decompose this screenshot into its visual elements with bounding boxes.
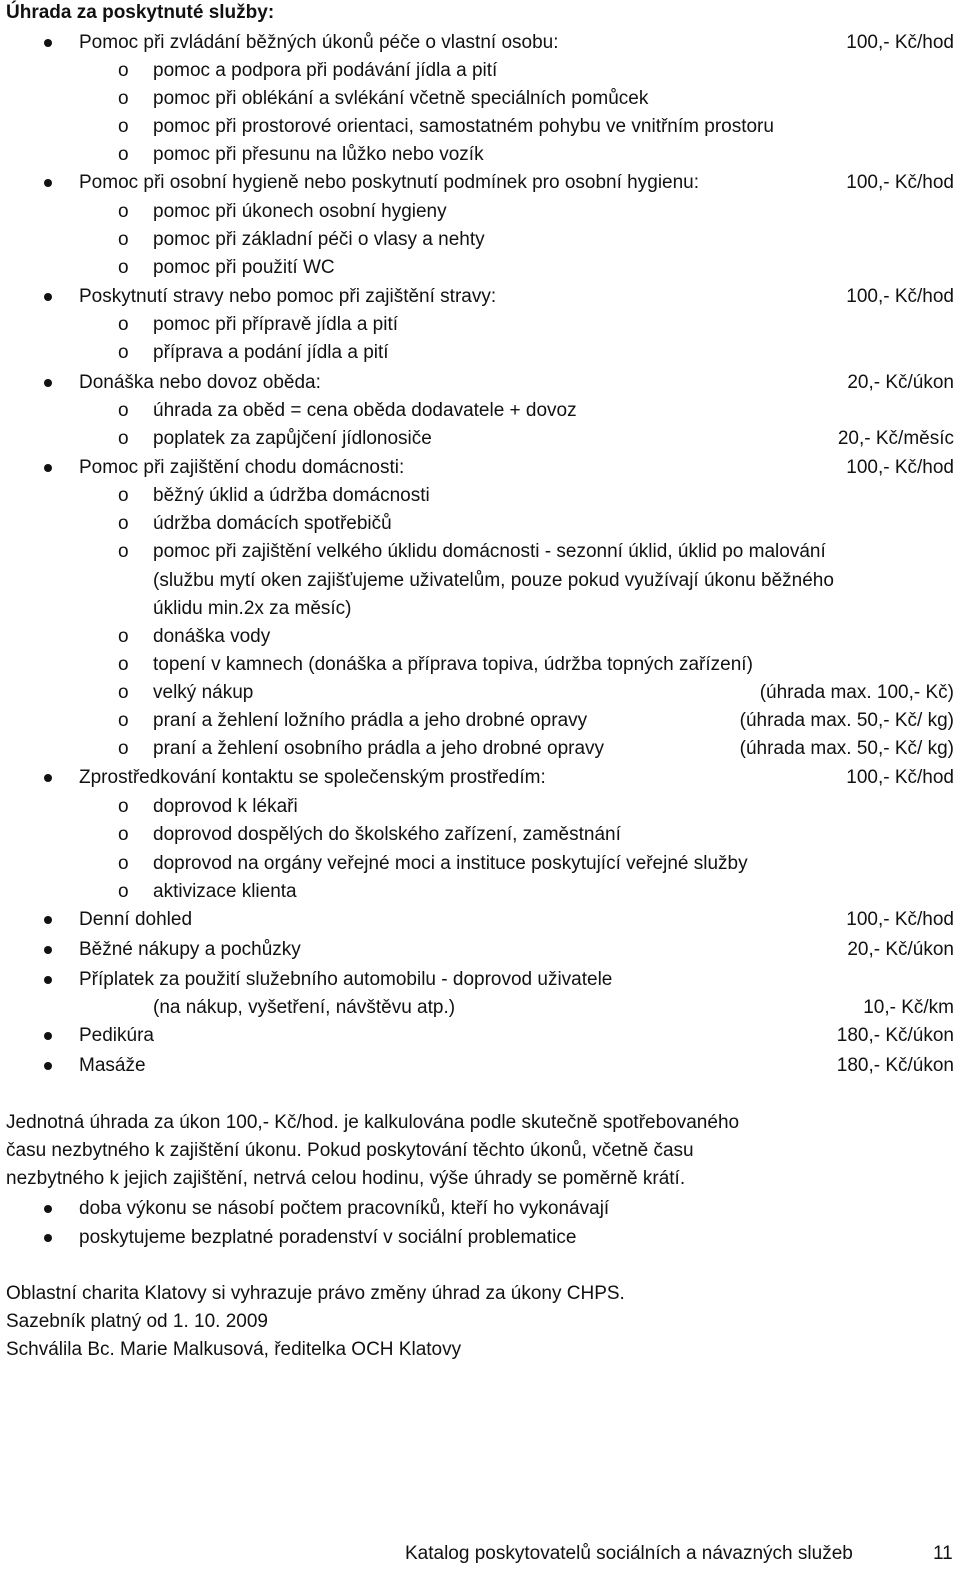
fee-row-label: (na nákup, vyšetření, návštěvu atp.): [153, 997, 456, 1018]
fee-row-label: topení v kamnech (donáška a příprava topiva, údržba topných zařízení): [153, 654, 753, 675]
fee-row: [0, 198, 960, 226]
fee-row: [0, 906, 960, 934]
fee-row: [0, 850, 960, 878]
note-bullet-text: poskytujeme bezplatné poradenství v sociální problematice: [79, 1227, 577, 1248]
note-line: Jednotná úhrada za úkon 100,- Kč/hod. je kalkulována podle skutečně spotřebovaného: [6, 1112, 740, 1133]
fee-row-label: běžný úklid a údržba domácnosti: [153, 485, 430, 506]
fee-row-price: 100,- Kč/hod: [846, 767, 954, 788]
fee-row-price: (úhrada max. 50,- Kč/ kg): [739, 710, 954, 731]
fee-row: [0, 994, 960, 1022]
fee-row-label: (službu mytí oken zajišťujeme uživatelům, pouze pokud využívají úkonu běžného: [153, 570, 834, 591]
fee-row-label: pomoc při základní péči o vlasy a nehty: [153, 229, 485, 250]
bullet-icon: [44, 464, 52, 472]
note-bullet: [0, 1195, 960, 1223]
fee-row-price: 180,- Kč/úkon: [836, 1025, 954, 1046]
fee-row: [0, 679, 960, 707]
fee-row-price: 100,- Kč/hod: [846, 32, 954, 53]
bullet-icon: [44, 1234, 52, 1242]
footer-catalog-title: Katalog poskytovatelů sociálních a návazných služeb: [405, 1543, 853, 1564]
bullet-icon: [44, 946, 52, 954]
sub-bullet-icon: o: [118, 796, 129, 817]
fee-row: [0, 821, 960, 849]
bullet-icon: [44, 39, 52, 47]
fee-row-label: Donáška nebo dovoz oběda:: [79, 372, 321, 393]
fee-row-price: 20,- Kč/úkon: [847, 939, 954, 960]
fee-row-label: Pomoc při zvládání běžných úkonů péče o vlastní osobu:: [79, 32, 559, 53]
sub-bullet-icon: o: [118, 428, 129, 449]
fee-row-price: 20,- Kč/úkon: [847, 372, 954, 393]
fee-row-label: Příplatek za použití služebního automobilu - doprovod uživatele: [79, 969, 613, 990]
sub-bullet-icon: o: [118, 626, 129, 647]
fee-row: [0, 283, 960, 311]
fee-row: [0, 623, 960, 651]
sub-bullet-icon: o: [118, 541, 129, 562]
fee-row-label: doprovod k lékaři: [153, 796, 298, 817]
sub-bullet-icon: o: [118, 485, 129, 506]
fee-row: [0, 595, 960, 623]
fee-row-label: úhrada za oběd = cena oběda dodavatele + dovoz: [153, 400, 577, 421]
note-bullet: [0, 1224, 960, 1252]
fee-row-label: Pomoc při osobní hygieně nebo poskytnutí podmínek pro osobní hygienu:: [79, 172, 700, 193]
page-footer: [405, 1540, 953, 1568]
sub-bullet-icon: o: [118, 513, 129, 534]
fee-row: [0, 1052, 960, 1080]
fee-row-label: údržba domácích spotřebičů: [153, 513, 392, 534]
fee-row: [0, 141, 960, 169]
fee-row-label: pomoc při prostorové orientaci, samostatném pohybu ve vnitřním prostoru: [153, 116, 774, 137]
sub-bullet-icon: o: [118, 229, 129, 250]
sub-bullet-icon: o: [118, 738, 129, 759]
fee-row-label: pomoc při zajištění velkého úklidu domácnosti - sezonní úklid, úklid po malování: [153, 541, 826, 562]
sub-bullet-icon: o: [118, 710, 129, 731]
fee-row: [0, 113, 960, 141]
sub-bullet-icon: o: [118, 257, 129, 278]
bullet-icon: [44, 976, 52, 984]
fee-row-label: donáška vody: [153, 626, 271, 647]
fee-row: [0, 311, 960, 339]
fee-row-label: praní a žehlení osobního prádla a jeho drobné opravy: [153, 738, 605, 759]
fee-row-label: Denní dohled: [79, 909, 193, 930]
fee-row: [0, 510, 960, 538]
fee-row: [0, 538, 960, 566]
fee-row-price: (úhrada max. 50,- Kč/ kg): [739, 738, 954, 759]
bullet-icon: [44, 1062, 52, 1070]
fee-row-label: Zprostředkování kontaktu se společenským prostředím:: [79, 767, 546, 788]
bullet-icon: [44, 293, 52, 301]
fee-row-label: Pomoc při zajištění chodu domácnosti:: [79, 457, 405, 478]
closing-line: Oblastní charita Klatovy si vyhrazuje právo změny úhrad za úkony CHPS.: [6, 1283, 625, 1304]
fee-row-label: Běžné nákupy a pochůzky: [79, 939, 301, 960]
fee-row-label: velký nákup: [153, 682, 254, 703]
sub-bullet-icon: o: [118, 60, 129, 81]
fee-row: [0, 936, 960, 964]
fee-row-price: 100,- Kč/hod: [846, 457, 954, 478]
fee-row-label: doprovod na orgány veřejné moci a instituce poskytující veřejné služby: [153, 853, 748, 874]
fee-row-label: praní a žehlení ložního prádla a jeho drobné opravy: [153, 710, 588, 731]
fee-row-price: 100,- Kč/hod: [846, 286, 954, 307]
page-title: Úhrada za poskytnuté služby:: [6, 2, 275, 23]
sub-bullet-icon: o: [118, 824, 129, 845]
sub-bullet-icon: o: [118, 88, 129, 109]
note-line: nezbytného k jejich zajištění, netrvá celou hodinu, výše úhrady se poměrně krátí.: [6, 1168, 686, 1189]
bullet-icon: [44, 179, 52, 187]
bullet-icon: [44, 774, 52, 782]
fee-row: [0, 735, 960, 763]
fee-row-label: pomoc při oblékání a svlékání včetně speciálních pomůcek: [153, 88, 649, 109]
bullet-icon: [44, 916, 52, 924]
fee-row: [0, 397, 960, 425]
fee-row: [0, 425, 960, 453]
fee-row: [0, 85, 960, 113]
bullet-icon: [44, 1205, 52, 1213]
sub-bullet-icon: o: [118, 682, 129, 703]
fee-row: [0, 454, 960, 482]
fee-row: [0, 966, 960, 994]
bullet-icon: [44, 1032, 52, 1040]
sub-bullet-icon: o: [118, 881, 129, 902]
fee-row: [0, 707, 960, 735]
fee-row: [0, 1022, 960, 1050]
fee-row: [0, 567, 960, 595]
page-number: 11: [933, 1543, 953, 1564]
fee-row-label: pomoc při přípravě jídla a pití: [153, 314, 399, 335]
fee-row-label: doprovod dospělých do školského zařízení, zaměstnání: [153, 824, 621, 845]
fee-row-label: úklidu min.2x za měsíc): [153, 598, 352, 619]
fee-row-label: poplatek za zapůjčení jídlonosiče: [153, 428, 432, 449]
fee-row-label: Poskytnutí stravy nebo pomoc při zajištění stravy:: [79, 286, 497, 307]
fee-row: [0, 57, 960, 85]
sub-bullet-icon: o: [118, 400, 129, 421]
fee-row: [0, 339, 960, 367]
fee-row: [0, 226, 960, 254]
sub-bullet-icon: o: [118, 342, 129, 363]
fee-row: [0, 878, 960, 906]
fee-row: [0, 651, 960, 679]
sub-bullet-icon: o: [118, 853, 129, 874]
sub-bullet-icon: o: [118, 116, 129, 137]
closing-line: Schválila Bc. Marie Malkusová, ředitelka OCH Klatovy: [6, 1339, 462, 1360]
fee-row-price: 20,- Kč/měsíc: [837, 428, 954, 449]
sub-bullet-icon: o: [118, 654, 129, 675]
sub-bullet-icon: o: [118, 201, 129, 222]
fee-row-label: pomoc při použití WC: [153, 257, 335, 278]
fee-row-price: 180,- Kč/úkon: [836, 1055, 954, 1076]
fee-row: [0, 482, 960, 510]
fee-row-price: (úhrada max. 100,- Kč): [759, 682, 954, 703]
fee-row-label: pomoc a podpora při podávání jídla a pití: [153, 60, 498, 81]
closing-line: Sazebník platný od 1. 10. 2009: [6, 1311, 268, 1332]
fee-row-label: příprava a podání jídla a pití: [153, 342, 389, 363]
fee-row-label: pomoc při úkonech osobní hygieny: [153, 201, 447, 222]
fee-row: [0, 793, 960, 821]
note-line: času nezbytného k zajištění úkonu. Pokud poskytování těchto úkonů, včetně času: [6, 1140, 694, 1161]
fee-row: [0, 29, 960, 57]
fee-row-label: pomoc při přesunu na lůžko nebo vozík: [153, 144, 484, 165]
sub-bullet-icon: o: [118, 144, 129, 165]
fee-row: [0, 169, 960, 197]
fee-row: [0, 254, 960, 282]
bullet-icon: [44, 379, 52, 387]
fee-row: [0, 369, 960, 397]
fee-row-price: 100,- Kč/hod: [846, 909, 954, 930]
note-bullet-text: doba výkonu se násobí počtem pracovníků, kteří ho vykonávají: [79, 1198, 610, 1219]
fee-row-price: 100,- Kč/hod: [846, 172, 954, 193]
fee-row-label: Masáže: [79, 1055, 146, 1076]
fee-row-label: Pedikúra: [79, 1025, 154, 1046]
fee-row-label: aktivizace klienta: [153, 881, 297, 902]
fee-row: [0, 764, 960, 792]
sub-bullet-icon: o: [118, 314, 129, 335]
fee-row-price: 10,- Kč/km: [863, 997, 954, 1018]
